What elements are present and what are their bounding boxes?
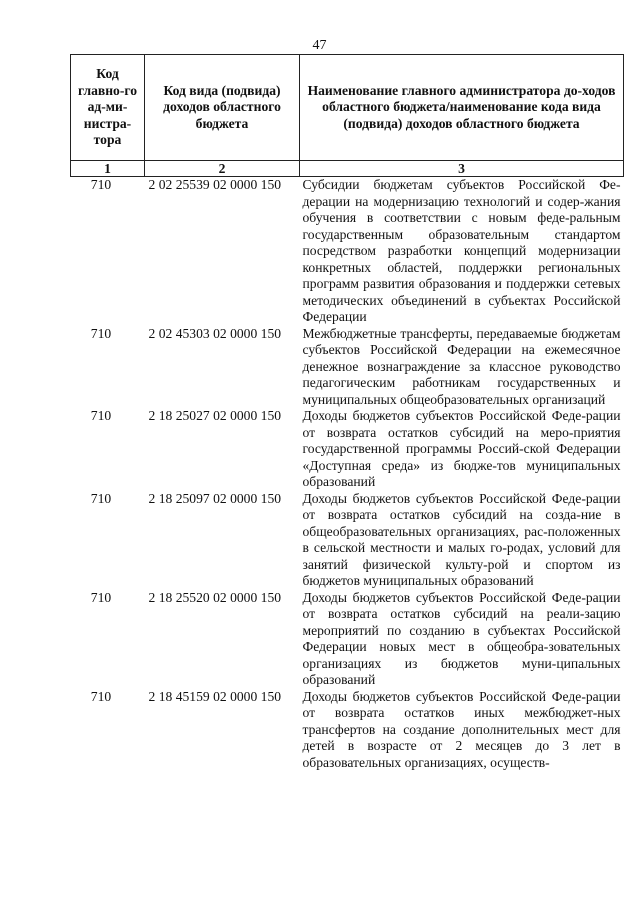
name-cell: Межбюджетные трансферты, передаваемые бюджетам субъектов Российской Федерации на ежемесячное денежное вознаграждение за классное руководство педагогическим работникам государственных и муниципальных общеобразовательных организаций — [302, 325, 621, 407]
page-number: 47 — [312, 38, 327, 53]
revenue-code-cell: 2 02 45303 02 0000 150 — [148, 325, 282, 341]
revenue-codes-table — [70, 54, 624, 771]
table-header — [71, 55, 624, 177]
admin-code-cell: 710 — [90, 408, 112, 423]
table-row — [71, 326, 624, 409]
header-admin-code: Код главно-го ад-ми-нистра-тора — [71, 55, 145, 161]
header-revenue-code: Код вида (подвида) доходов областного бюджета — [145, 55, 300, 161]
name-cell: Субсидии бюджетам субъектов Российской Фе-дерации на модернизацию технологий и содер-жания обучения в соответствии с новым феде-ральным государственным образовательным стандартом посредством разработки концепций модернизации конкретных областей, поддержки региональных программ развития образования и поддержки сетевых методических объединений в субъектах Российской Федерации — [302, 177, 621, 324]
column-number-3: 3 — [300, 161, 624, 177]
admin-code-cell: 710 — [90, 688, 112, 704]
revenue-code-cell: 2 18 25097 02 0000 150 — [148, 490, 282, 506]
column-number-2: 2 — [145, 161, 300, 177]
table-row — [71, 689, 624, 772]
name-cell: Доходы бюджетов субъектов Российской Феде-рации от возврата остатков субсидий на созда-ние в общеобразовательных организациях, рас-положенных в сельской местности и малых го-родах, условий для занятий физической культу-рой и спортом из бюджетов муниципальных образований — [302, 490, 621, 588]
table-row — [71, 590, 624, 689]
name-cell: Доходы бюджетов субъектов Российской Феде-рации от возврата остатков субсидий на меро-приятия государственной программы Россий-ской Федерации «Доступная среда» из бюдже-тов муниципальных образований — [302, 408, 621, 489]
table-row — [71, 177, 624, 326]
admin-code-cell: 710 — [90, 325, 112, 341]
revenue-code-cell: 2 18 25520 02 0000 150 — [148, 589, 282, 605]
header-name: Наименование главного администратора до-ходов областного бюджета/наименование кода вида (подвида) доходов областного бюджета — [300, 55, 624, 161]
revenue-code-cell: 2 18 45159 02 0000 150 — [148, 688, 282, 704]
revenue-code-cell: 2 02 25539 02 0000 150 — [148, 177, 282, 192]
name-cell: Доходы бюджетов субъектов Российской Феде-рации от возврата остатков субсидий на реали-зацию мероприятий по созданию в субъектах Российской Федерации новых мест в общеобра-зовательных организациях из бюджетов муни-ципальных образований — [302, 589, 621, 687]
admin-code-cell: 710 — [90, 589, 112, 605]
admin-code-cell: 710 — [90, 177, 112, 192]
table-body — [71, 177, 624, 772]
table-row — [71, 408, 624, 491]
revenue-code-cell: 2 18 25027 02 0000 150 — [148, 408, 282, 423]
table-row — [71, 491, 624, 590]
admin-code-cell: 710 — [90, 490, 112, 506]
column-number-1: 1 — [71, 161, 145, 177]
name-cell: Доходы бюджетов субъектов Российской Феде-рации от возврата остатков иных межбюджет-ных трансфертов на создание дополнительных мест для детей в возрасте от 2 месяцев до 3 лет в образовательных организациях, осуществ- — [302, 688, 621, 770]
